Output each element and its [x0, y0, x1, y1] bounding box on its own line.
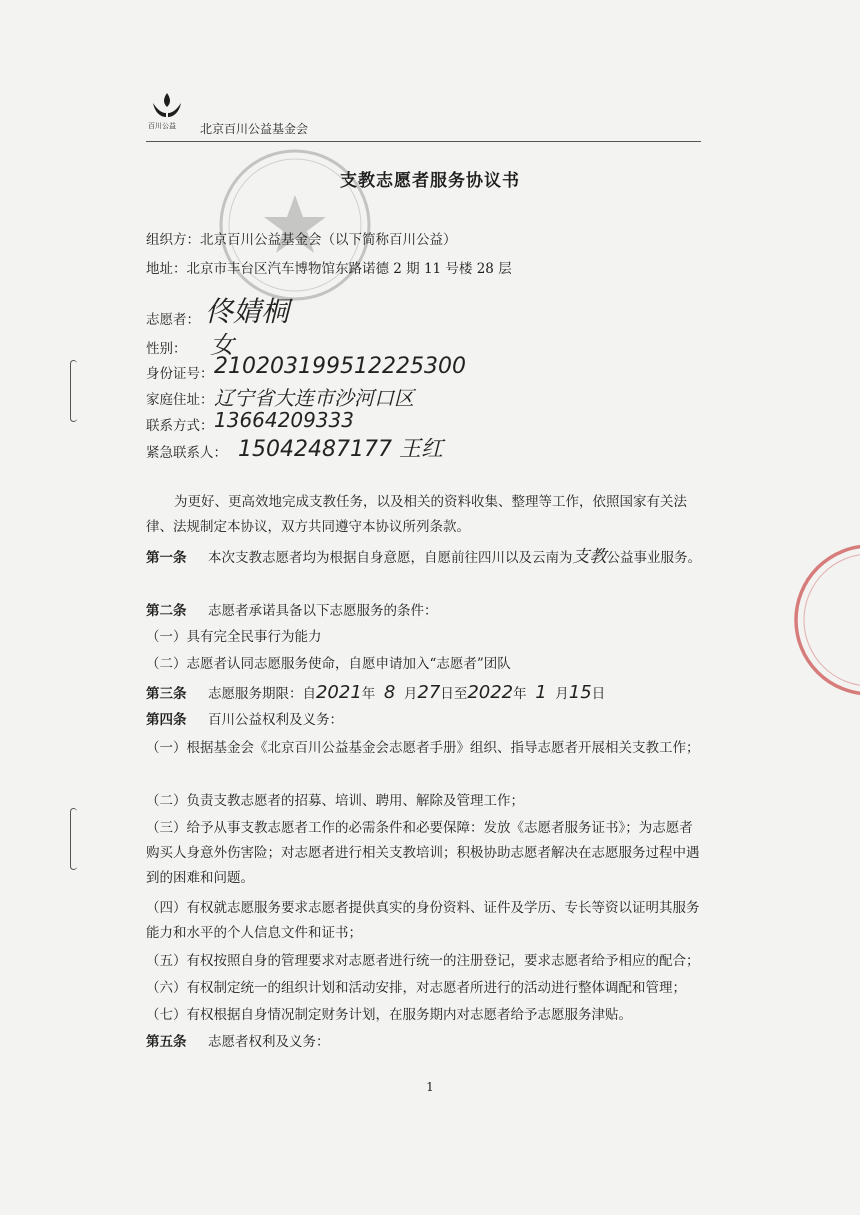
article-4-item-2: （二）负责支教志愿者的招募、培训、聘用、解除及管理工作；: [146, 793, 524, 809]
gender-label: 性别：: [146, 341, 187, 357]
article-2: [146, 599, 437, 624]
article-4-item-4: （四）有权就志愿服务要求志愿者提供真实的身份资料、证件及学历、专长等资以证明其服务能力和水平的个人信息文件和证书；: [146, 900, 700, 941]
article-2-item-1: （一）具有完全民事行为能力: [146, 629, 322, 645]
logo-caption: 百川公益: [148, 122, 176, 130]
start-month: 8: [383, 682, 396, 703]
home-address-label: 家庭住址：: [146, 392, 214, 408]
volunteer-name-value: 佟婧桐: [205, 295, 290, 328]
org-header-name: 北京百川公益基金会: [200, 122, 309, 136]
article-4: [146, 708, 343, 733]
article-2-item-2: （二）志愿者认同志愿服务使命，自愿申请加入“志愿者”团队: [146, 656, 511, 672]
article-4-label: 第四条: [146, 712, 187, 728]
volunteer-name-label: 志愿者：: [146, 312, 200, 328]
page-number: 1: [426, 1080, 434, 1094]
binder-hole-bottom: [70, 808, 77, 870]
article-1-text-before: 本次支教志愿者均为根据自身意愿，自愿前往四川以及云南为: [207, 550, 573, 566]
article-1-text-after: 公益事业服务。: [606, 550, 701, 566]
start-year: 2021: [315, 682, 362, 703]
article-4-item-1: （一）根据基金会《北京百川公益基金会志愿者手册》组织、指导志愿者开展相关支教工作；: [146, 740, 700, 756]
binder-hole-top: [70, 360, 77, 422]
id-number-label: 身份证号：: [146, 366, 214, 382]
day-unit-2: 日: [591, 686, 606, 702]
contact-value: 13664209333: [214, 408, 354, 432]
article-4-item-6: （六）有权制定统一的组织计划和活动安排，对志愿者所进行的活动进行整体调配和管理；: [146, 980, 686, 996]
emergency-contact-label: 紧急联系人：: [146, 445, 227, 461]
article-3-prefix: 志愿服务期限：自: [207, 686, 316, 702]
article-4-item-3: （三）给予从事支教志愿者工作的必需条件和必要保障：发放《志愿者服务证书》；为志愿者购买人身意外伤害险；对志愿者进行相关支教培训；积极协助志愿者解决在志愿服务过程中遇到的困难和问题。: [146, 820, 700, 886]
end-year: 2022: [467, 682, 514, 703]
article-1-label: 第一条: [146, 550, 187, 566]
start-day: 27: [417, 682, 441, 703]
header-divider: [146, 141, 701, 142]
month-unit: 月: [403, 686, 418, 702]
article-4-item-7: （七）有权根据自身情况制定财务计划，在服务期内对志愿者给予志愿服务津贴。: [146, 1007, 632, 1023]
article-2-label: 第二条: [146, 603, 187, 619]
article-3-label: 第三条: [146, 686, 187, 702]
id-number-value: 210203199512225300: [214, 354, 466, 379]
article-2-text: 志愿者承诺具备以下志愿服务的条件：: [207, 603, 438, 619]
article-5-label: 第五条: [146, 1034, 187, 1050]
to-word: 至: [453, 686, 468, 702]
day-unit: 日: [440, 686, 454, 702]
end-day: 15: [568, 682, 592, 703]
gender-value: 女: [210, 331, 234, 359]
organizer-line: 组织方：北京百川公益基金会（以下简称百川公益）: [146, 232, 457, 248]
year-unit: 年: [361, 686, 376, 702]
article-4-text: 百川公益权利及义务：: [207, 712, 343, 728]
article-1: [146, 545, 706, 571]
article-1-handwritten: 支教: [572, 547, 607, 567]
address-line: 地址：北京市丰台区汽车博物馆东路诺德 2 期 11 号楼 28 层: [146, 261, 512, 277]
document-title: 支教志愿者服务协议书: [340, 171, 520, 191]
article-3: [146, 680, 605, 707]
article-5: [146, 1030, 329, 1055]
red-seal-partial: [790, 540, 860, 700]
contact-label: 联系方式：: [146, 418, 214, 434]
end-month: 1: [535, 682, 547, 703]
emergency-contact-value: 15042487177 王红: [238, 437, 443, 462]
home-address-value: 辽宁省大连市沙河口区: [214, 386, 414, 410]
article-5-text: 志愿者权利及义务：: [207, 1034, 330, 1050]
article-4-item-5: （五）有权按照自身的管理要求对志愿者进行统一的注册登记，要求志愿者给予相应的配合；: [146, 953, 700, 969]
intro-paragraph: 为更好、更高效地完成支教任务，以及相关的资料收集、整理等工作，依照国家有关法律、法规制定本协议，双方共同遵守本协议所列条款。: [146, 494, 687, 535]
month-unit-2: 月: [555, 686, 569, 702]
year-unit-2: 年: [513, 686, 527, 702]
